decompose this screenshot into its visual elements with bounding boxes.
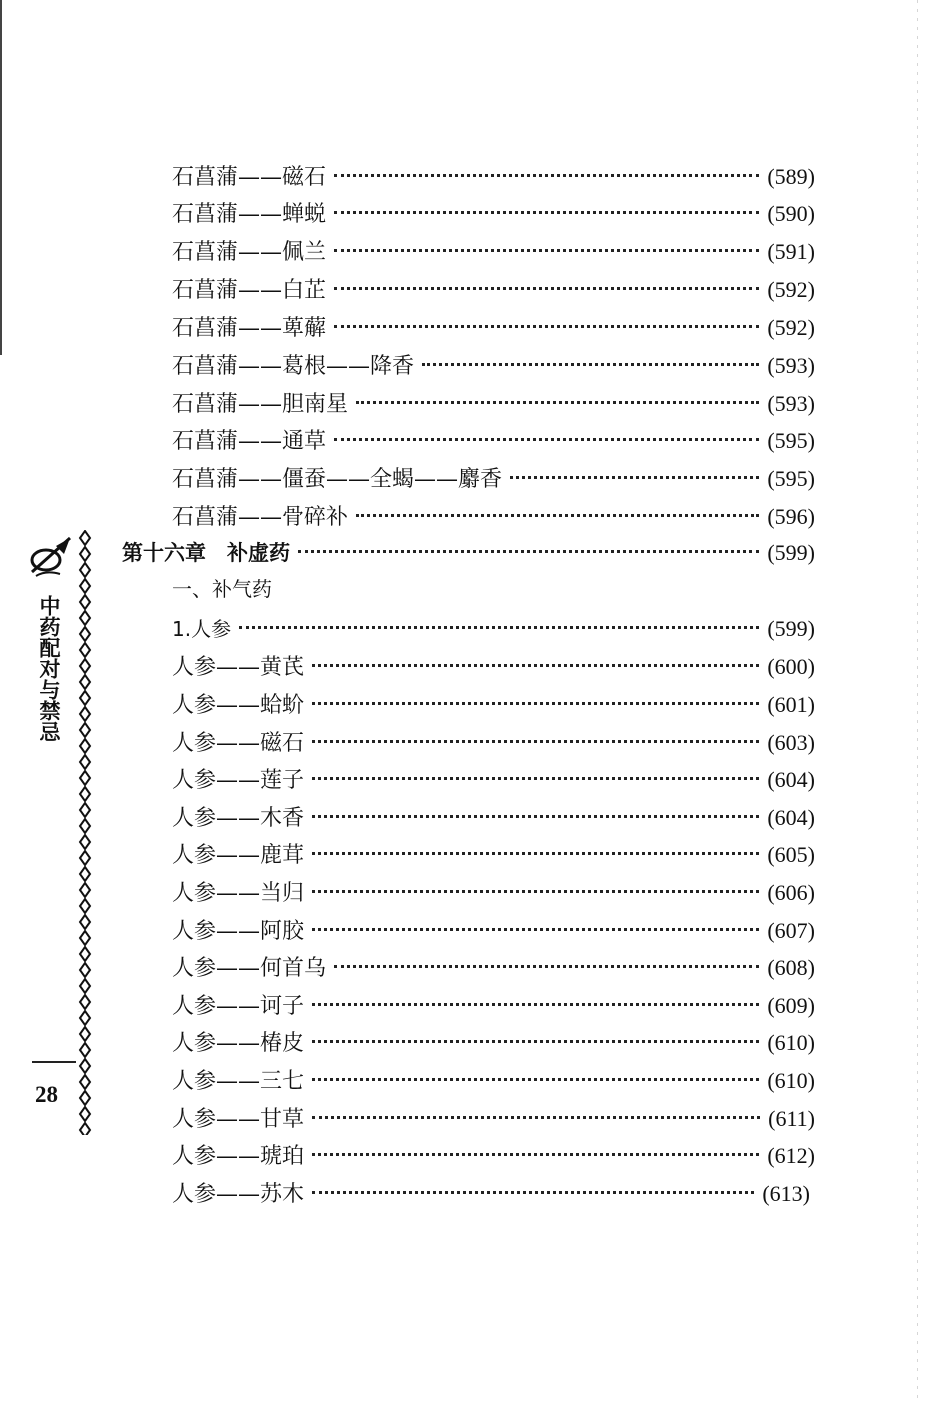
toc-entry-page: (592) [767,277,815,302]
page-number-rule [32,1061,76,1063]
toc-entry[interactable] [172,160,815,194]
dot-leader [334,174,759,177]
scan-edge-artifact [917,0,918,1404]
toc-entry-title: 人参——磁石 [172,731,305,756]
toc-entry[interactable] [172,801,815,835]
dot-leader [298,550,759,553]
dot-leader [312,740,759,743]
dot-leader [312,852,759,855]
dot-leader [356,514,759,517]
page-number: 28 [35,1082,58,1107]
toc-entry-page: (607) [767,918,815,943]
toc-entry-title: 石菖蒲——萆薢 [172,316,327,341]
toc-entry[interactable] [172,838,815,872]
toc-entry-page: (610) [767,1030,815,1055]
toc-entry[interactable] [172,688,815,722]
toc-entry-title: 石菖蒲——磁石 [172,165,327,190]
dot-leader [312,1003,759,1006]
dot-leader [312,777,759,780]
toc-entry-page: (608) [767,955,815,980]
toc-entry[interactable] [172,726,815,760]
toc-entry-page: (596) [767,504,815,529]
dot-leader [334,287,759,290]
toc-entry-page: (592) [767,315,815,340]
dot-leader [312,815,759,818]
chapter-page: (599) [767,540,815,565]
chapter-heading[interactable] [122,537,815,571]
toc-entry[interactable] [172,914,815,948]
toc-entry-title: 人参——甘草 [172,1107,305,1132]
toc-entry-page: (611) [768,1106,815,1131]
dot-leader [312,1191,754,1194]
toc-entry-title: 人参——当归 [172,881,305,906]
toc-entry-page: (605) [767,842,815,867]
subsection-title: 1.人参 [172,617,232,641]
toc-entry[interactable] [172,1102,815,1136]
toc-entry-page: (603) [767,730,815,755]
quill-logo-icon [26,532,74,580]
dot-leader [334,438,759,441]
dot-leader [334,965,759,968]
dot-leader [312,702,759,705]
dot-leader [422,363,759,366]
toc-entry-page: (604) [767,805,815,830]
toc-entry-page: (595) [767,428,815,453]
toc-entry-title: 人参——琥珀 [172,1144,305,1169]
toc-entry-title: 人参——椿皮 [172,1031,305,1056]
toc-entry-page: (612) [767,1143,815,1168]
page-left-border [0,0,2,355]
toc-entry-title: 人参——莲子 [172,768,305,793]
toc-entry-page: (591) [767,239,815,264]
toc-entry-page: (610) [767,1068,815,1093]
toc-entry-title: 石菖蒲——胆南星 [172,392,349,417]
dot-leader [312,1040,759,1043]
toc-entry-title: 人参——阿胶 [172,919,305,944]
toc-entry-page: (609) [767,993,815,1018]
toc-entry[interactable] [172,462,815,496]
dot-leader [334,249,759,252]
dot-leader [312,890,759,893]
toc-entry-title: 石菖蒲——僵蚕——全蝎——麝香 [172,467,503,492]
toc-entry-title: 人参——何首乌 [172,956,327,981]
dot-leader [312,664,759,667]
dot-leader [510,476,759,479]
toc-entry[interactable] [172,951,815,985]
section-heading: 一、补气药 [172,577,272,601]
chapter-title: 第十六章 补虚药 [122,541,290,565]
toc-entry-page: (601) [767,692,815,717]
dot-leader [312,1153,759,1156]
toc-entry-title: 石菖蒲——通草 [172,429,327,454]
toc-entry-title: 人参——三七 [172,1069,305,1094]
toc-entry-page: (593) [767,391,815,416]
toc-entry[interactable] [172,424,815,458]
toc-entry-title: 人参——鹿茸 [172,843,305,868]
dot-leader [312,928,759,931]
toc-entry-title: 人参——苏木 [172,1182,305,1207]
toc-entry[interactable] [172,989,815,1023]
dot-leader [312,1078,759,1081]
toc-entry-title: 石菖蒲——白芷 [172,278,327,303]
toc-entry-page: (604) [767,767,815,792]
toc-entry[interactable] [172,650,815,684]
toc-entry[interactable] [172,876,815,910]
toc-entry[interactable] [172,500,815,534]
toc-entry-page: (589) [767,164,815,189]
toc-entry[interactable] [172,387,815,421]
toc-entry-page: (595) [767,466,815,491]
toc-entry-page: (593) [767,353,815,378]
toc-entry[interactable] [172,235,815,269]
dot-leader [334,211,759,214]
toc-entry[interactable] [172,763,815,797]
toc-entry[interactable] [172,1139,815,1173]
dot-leader [239,626,759,629]
dot-leader [312,1116,760,1119]
dot-leader [356,401,759,404]
dot-leader [334,325,759,328]
toc-entry-page: (613) [762,1181,810,1206]
toc-entry-title: 石菖蒲——佩兰 [172,240,327,265]
book-title: 中药配对与禁忌 [37,595,61,742]
toc-entry-title: 人参——蛤蚧 [172,693,305,718]
toc-entry[interactable] [172,273,815,307]
subsection-page: (599) [767,616,815,641]
toc-entry-title: 石菖蒲——葛根——降香 [172,354,415,379]
toc-entry[interactable] [172,1177,810,1211]
toc-entry[interactable] [172,311,815,345]
toc-entry-page: (590) [767,201,815,226]
toc-entry[interactable] [172,1064,815,1098]
toc-entry-title: 人参——木香 [172,806,305,831]
toc-entry-title: 人参——诃子 [172,994,305,1019]
toc-entry[interactable] [172,1026,815,1060]
toc-entry-title: 石菖蒲——蝉蜕 [172,202,327,227]
toc-entry[interactable] [172,349,815,383]
toc-entry-title: 人参——黄芪 [172,655,305,680]
toc-entry-title: 石菖蒲——骨碎补 [172,505,349,530]
toc-entry-page: (600) [767,654,815,679]
toc-entry[interactable] [172,197,815,231]
chain-ornament [78,530,92,1135]
toc-entry-page: (606) [767,880,815,905]
subsection-entry[interactable] [172,613,815,647]
